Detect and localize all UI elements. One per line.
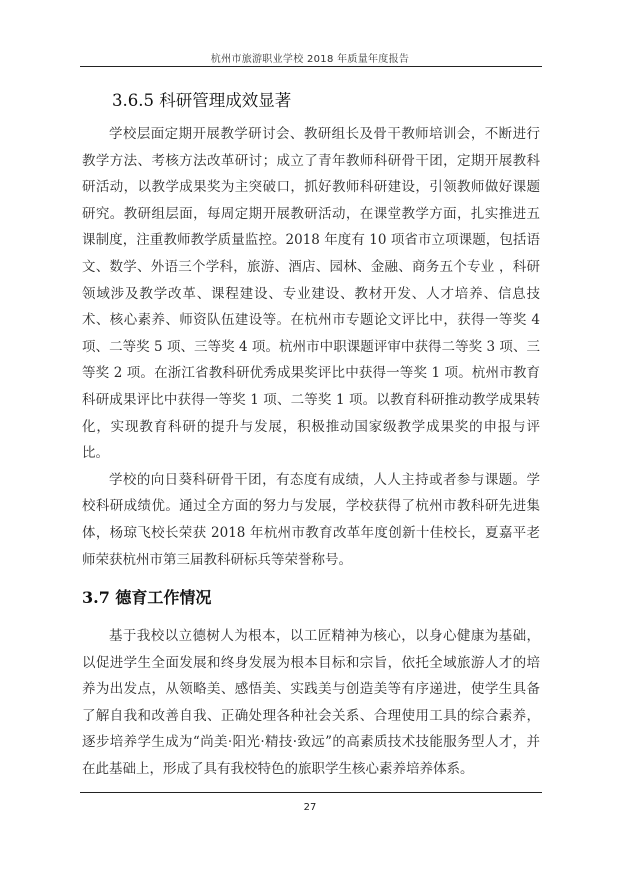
footer-divider	[80, 792, 542, 793]
paragraph-moral-education: 基于我校以立德树人为根本，以工匠精神为核心，以身心健康为基础，以促进学生全面发展和终身发展为根本目标和宗旨，依托全域旅游人才的培养为出发点，从领略美、感悟美、实践美与创造美等有序递进，使学生具备了解自我和改善自我、正确处理各种社会关系、合理使用工具的综合素养，逐步培养学生成为“尚美·阳光·精技·致远”的高素质技术技能服务型人才，并在此基础上，形成了具有我校特色的旅职学生核心素养培养体系。	[82, 628, 540, 778]
section-heading-3-6-5: 3.6.5 科研管理成效显著	[112, 91, 292, 110]
page-number: 27	[303, 802, 317, 813]
paragraph-research-team: 学校的向日葵科研骨干团，有态度有成绩，人人主持或者参与课题。学校科研成绩优。通过全方面的努力与发展，学校获得了杭州市教科研先进集体，杨琼飞校长荣获 2018 年杭州市教育改革年度创新十佳校长，夏嘉平老师荣获杭州市第三届教科研标兵等荣誉称号。	[82, 471, 540, 568]
header-divider	[80, 66, 542, 67]
page-header: 杭州市旅游职业学校 2018 年质量年度报告	[210, 54, 410, 65]
section-heading-3-7: 3.7 德育工作情况	[82, 588, 212, 608]
paragraph-research-management: 学校层面定期开展教学研讨会、教研组长及骨干教师培训会，不断进行教学方法、考核方法改革研讨；成立了青年教师科研骨干团，定期开展教科研活动，以教学成果奖为主突破口，抓好教师科研建设，引领教师做好课题研究。教研组层面，每周定期开展教研活动，在课堂教学方面，扎实推进五课制度，注重教师教学质量监控。2018 年度有 10 项省市立项课题，包括语文、数学、外语三个学科，旅游、酒店、园林、金融、商务五个专业 ，科研领域涉及教学改革、课程建设、专业建设、教材开发、人才培养、信息技术、核心素养、师资队伍建设等。在杭州市专题论文评比中，获得一等奖 4 项、二等奖 5 项、三等奖 4 项。杭州市中职课题评审中获得二等奖 3 项、三等奖 2 项。在浙江省教科研优秀成果奖评比中获得一等奖 1 项。杭州市教育科研成果评比中获得一等奖 1 项、二等奖 1 项。以教育科研推动教学成果转化，实现教育科研的提升与发展，积极推动国家级教学成果奖的申报与评比。	[82, 126, 540, 462]
page-body	[82, 85, 540, 783]
